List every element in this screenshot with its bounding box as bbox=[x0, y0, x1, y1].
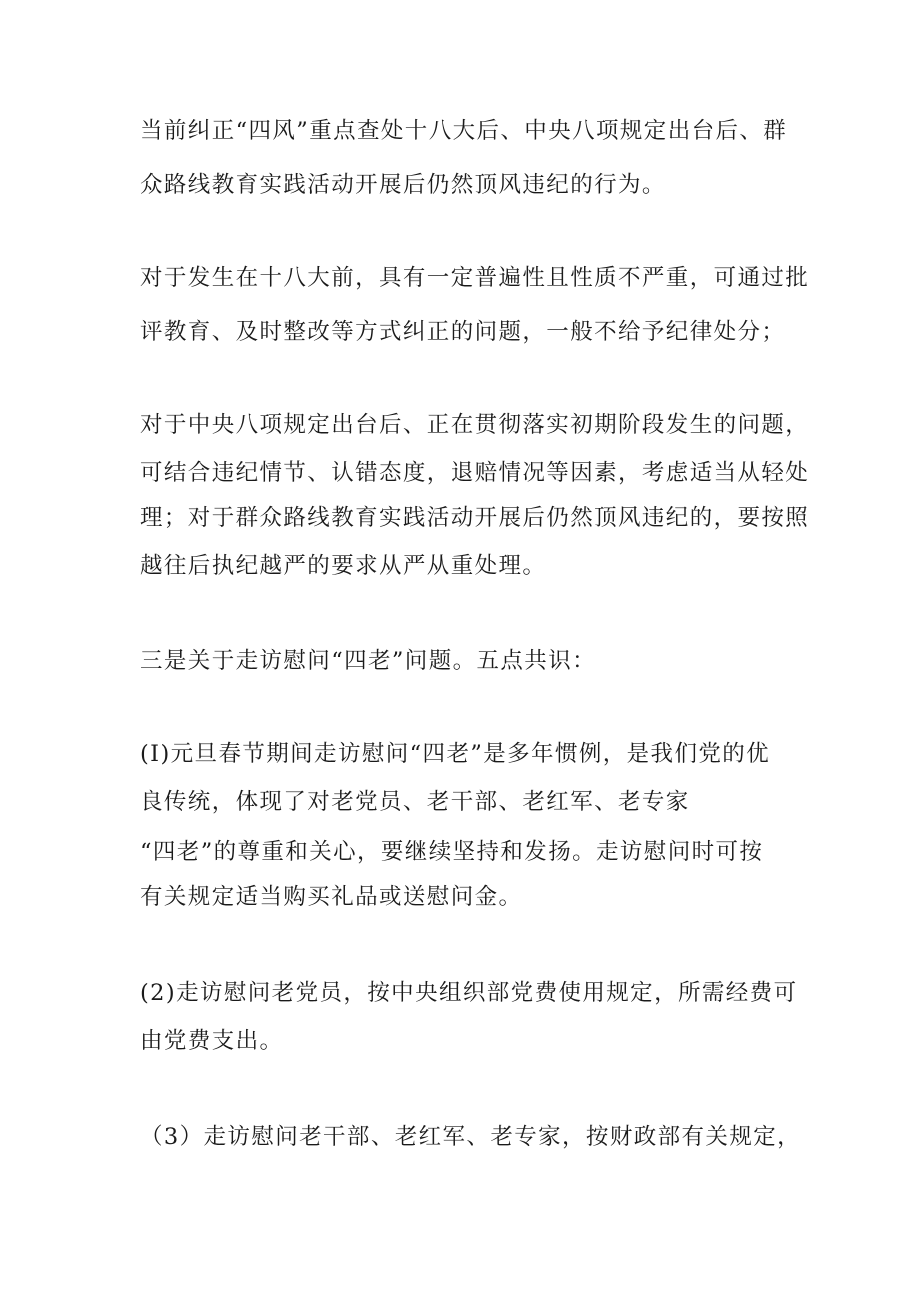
paragraph-3-line-3: 理；对于群众路线教育实践活动开展后仍然顶风违纪的，要按照 bbox=[140, 505, 810, 531]
paragraph-3-line-1: 对于中央八项规定出台后、正在贯彻落实初期阶段发生的问题， bbox=[140, 412, 810, 438]
paragraph-2-line-1: 对于发生在十八大前，具有一定普遍性且性质不严重，可通过批 bbox=[140, 265, 810, 291]
paragraph-1-line-2: 众路线教育实践活动开展后仍然顶风违纪的行为。 bbox=[140, 172, 666, 198]
paragraph-3-line-2: 可结合违纪情节、认错态度，退赔情况等因素，考虑适当从轻处 bbox=[140, 460, 810, 486]
paragraph-6-line-2: 由党费支出。 bbox=[140, 1028, 284, 1054]
paragraph-1-line-1: 当前纠正“四风”重点查处十八大后、中央八项规定出台后、群 bbox=[140, 118, 788, 144]
paragraph-5-line-4: 有关规定适当购买礼品或送慰问金。 bbox=[140, 884, 523, 910]
paragraph-3-line-4: 越往后执纪越严的要求从严从重处理。 bbox=[140, 553, 547, 579]
paragraph-6-line-1: (2)走访慰问老党员，按中央组织部党费使用规定，所需经费可 bbox=[140, 980, 798, 1006]
paragraph-2-line-2: 评教育、及时整改等方式纠正的问题，一般不给予纪律处分； bbox=[140, 319, 786, 345]
paragraph-5-line-2: 良传统，体现了对老党员、老干部、老红军、老专家 bbox=[140, 789, 690, 815]
paragraph-5-line-1: (I)元旦春节期间走访慰问“四老”是多年惯例，是我们党的优 bbox=[140, 741, 771, 767]
section-heading-line: 三是关于走访慰问“四老”问题。五点共识： bbox=[140, 648, 597, 674]
paragraph-7-line-1: （3）走访慰问老干部、老红军、老专家，按财政部有关规定， bbox=[140, 1124, 802, 1150]
paragraph-5-line-3: “四老”的尊重和关心，要继续坚持和发扬。走访慰问时可按 bbox=[140, 839, 764, 865]
